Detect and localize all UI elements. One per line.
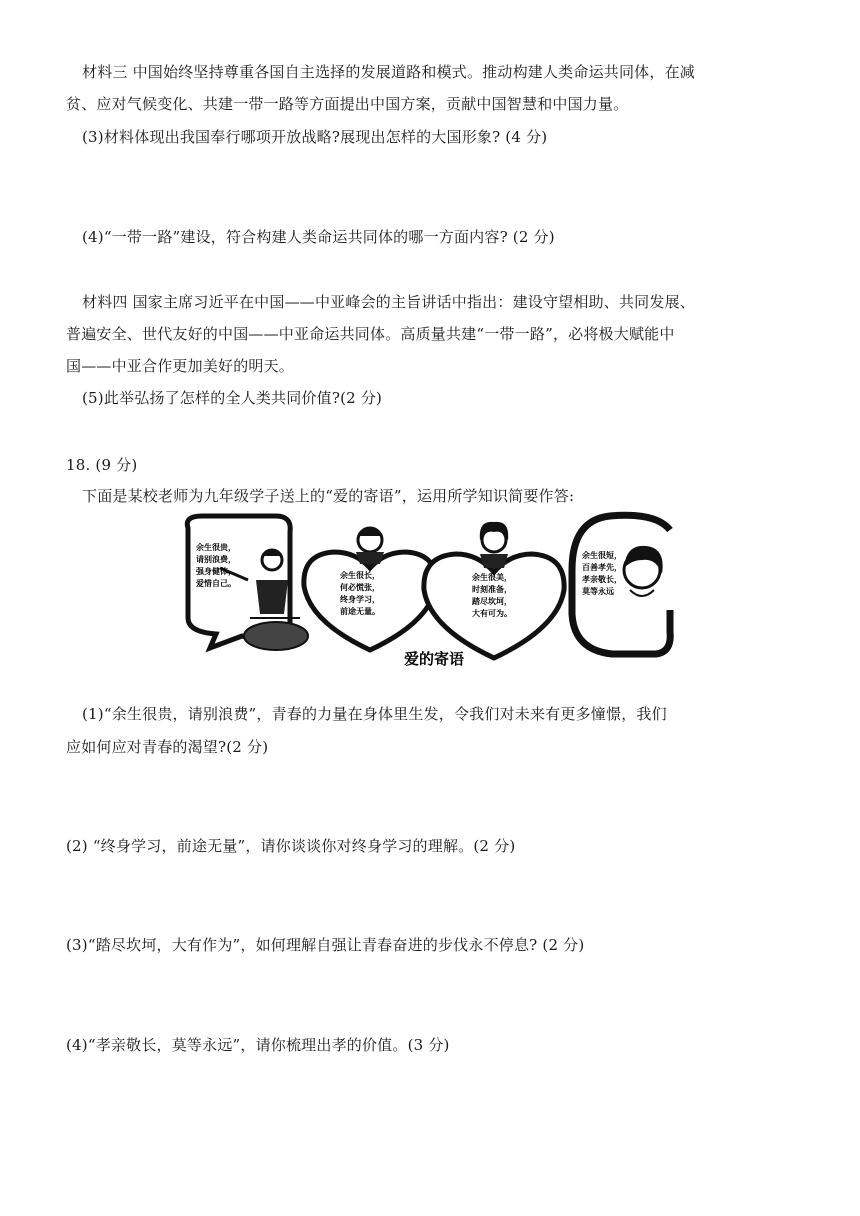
material4-line3: 国——中亚合作更加美好的明天。 <box>66 357 295 375</box>
love-message-illustration <box>180 510 680 670</box>
card-4-text-3: 孝亲敬长， <box>582 575 622 584</box>
question-18-3: (3)“踏尽坎坷，大有作为”，如何理解自强让青春奋进的步伐永不停息? (2 分) <box>66 936 585 954</box>
question-18-4: (4)“孝亲敬长，莫等永远”，请你梳理出孝的价值。(3 分) <box>66 1036 450 1054</box>
card-4-text-1: 余生很短， <box>582 551 622 560</box>
material4-line1: 材料四 国家主席习近平在中国——中亚峰会的主旨讲话中指出：建设守望相助、共同发展、 <box>82 293 695 311</box>
question-18-intro: 下面是某校老师为九年级学子送上的“爱的寄语”，运用所学知识简要作答: <box>82 487 575 505</box>
question-4: (4)“一带一路”建设，符合构建人类命运共同体的哪一方面内容? (2 分) <box>82 228 555 246</box>
card-1-text-2: 请别浪费， <box>196 555 236 564</box>
card-3-text-3: 踏尽坎坷， <box>472 597 512 606</box>
card-2-text-4: 前途无量。 <box>340 607 380 616</box>
card-1-text-4: 爱惜自己。 <box>196 579 236 588</box>
question-18-1-line1: (1)“余生很贵，请别浪费”，青春的力量在身体里生发，令我们对未来有更多憧憬，我们 <box>82 705 667 723</box>
material3-line2: 贫、应对气候变化、共建一带一路等方面提出中国方案，贡献中国智慧和中国力量。 <box>66 95 629 113</box>
question-18-2: (2) “终身学习，前途无量”，请你谈谈你对终身学习的理解。(2 分) <box>66 837 516 855</box>
boy-figure-icon <box>356 528 384 564</box>
material4-line2: 普遍安全、世代友好的中国——中亚命运共同体。高质量共建“一带一路”，必将极大赋能中 <box>66 325 675 343</box>
card-3-text-4: 大有可为。 <box>472 609 512 618</box>
card-1-text-3: 强身健体， <box>196 567 236 576</box>
card-2-text-2: 何必慌张， <box>340 583 380 592</box>
card-3-text-1: 余生很美， <box>472 573 512 582</box>
card-2-text-1: 余生很长， <box>340 571 380 580</box>
card-3-text-2: 时刻准备， <box>472 585 512 594</box>
card-4-text-4: 莫等永远 <box>582 587 614 596</box>
girl-figure-icon <box>480 522 508 568</box>
question-5: (5)此举弘扬了怎样的全人类共同价值?(2 分) <box>82 389 383 407</box>
card-1-text-1: 余生很贵， <box>196 543 236 552</box>
illustration-caption: 爱的寄语 <box>404 650 465 668</box>
question-3: (3)材料体现出我国奉行哪项开放战略?展现出怎样的大国形象? (4 分) <box>82 128 548 146</box>
material3-line1: 材料三 中国始终坚持尊重各国自主选择的发展道路和模式。推动构建人类命运共同体，在减 <box>82 63 695 81</box>
card-4-text-2: 百善孝先， <box>582 563 622 572</box>
card-4-bubble <box>572 515 670 654</box>
question-18-1-line2: 应如何应对青春的渴望?(2 分) <box>66 738 269 756</box>
card-2-text-3: 终身学习， <box>340 595 380 604</box>
question-18-header: 18. (9 分) <box>66 456 138 474</box>
